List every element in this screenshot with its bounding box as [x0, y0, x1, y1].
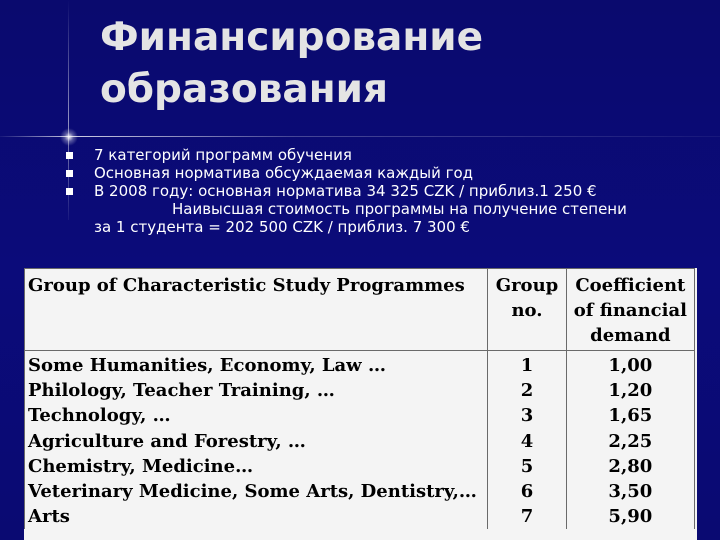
programme-name: Veterinary Medicine, Some Arts, Dentistry,… — [25, 479, 488, 504]
bullet-item — [62, 182, 702, 236]
group-number: 2 — [488, 378, 566, 403]
coefficient-value: 1,00 — [566, 351, 694, 379]
decorative-horizontal-line — [0, 136, 720, 137]
group-number: 4 — [488, 429, 566, 454]
group-number: 5 — [488, 454, 566, 479]
programmes-table-container — [24, 268, 697, 540]
group-number: 6 — [488, 479, 566, 504]
bullet-item — [62, 146, 702, 164]
bullet-text: В 2008 году: основная норматива 34 325 CZK / приблиз.1 250 € — [94, 182, 597, 200]
programme-name: Philology, Teacher Training, … — [25, 378, 488, 403]
slide-title — [100, 12, 483, 116]
slide-title-line-1: Финансирование — [100, 15, 484, 60]
coefficient-value: 1,20 — [566, 378, 694, 403]
bullet-text: Основная норматива обсуждаемая каждый год — [94, 164, 474, 182]
bullet-square-icon — [66, 188, 73, 195]
bullet-item — [62, 164, 702, 182]
table-header-row — [25, 269, 695, 351]
header-coefficient-line-1: Coefficient — [575, 275, 686, 296]
programme-name: Arts — [25, 504, 488, 529]
group-number: 3 — [488, 403, 566, 428]
bullet-text-continuation: за 1 студента = 202 500 CZK / приблиз. 7 300 € — [94, 218, 470, 236]
bullet-text: 7 категорий программ обучения — [94, 146, 352, 164]
slide-title-line-2: образования — [100, 67, 389, 112]
group-number: 1 — [488, 351, 566, 379]
group-number: 7 — [488, 504, 566, 529]
header-coefficient — [566, 269, 694, 351]
coefficient-value: 1,65 — [566, 403, 694, 428]
table-row — [25, 351, 695, 379]
bullet-square-icon — [66, 170, 73, 177]
programme-name: Agriculture and Forestry, … — [25, 429, 488, 454]
header-group-of-programmes: Group of Characteristic Study Programmes — [25, 269, 488, 351]
table-row — [25, 454, 695, 479]
coefficient-value: 5,90 — [566, 504, 694, 529]
programmes-table — [24, 268, 695, 529]
bullet-square-icon — [66, 152, 73, 159]
table-row — [25, 378, 695, 403]
header-group-no — [488, 269, 566, 351]
coefficient-value: 2,80 — [566, 454, 694, 479]
programme-name: Chemistry, Medicine… — [25, 454, 488, 479]
header-coefficient-line-3: demand — [590, 325, 671, 346]
header-coefficient-line-2: of financial — [573, 300, 687, 321]
table-row — [25, 504, 695, 529]
table-row — [25, 479, 695, 504]
coefficient-value: 3,50 — [566, 479, 694, 504]
table-row — [25, 429, 695, 454]
coefficient-value: 2,25 — [566, 429, 694, 454]
header-group-no-line-1: Group — [495, 275, 559, 296]
bullet-list — [62, 146, 702, 236]
bullet-text-continuation: Наивысшая стоимость программы на получение степени — [172, 200, 627, 218]
decorative-sparkle-icon — [60, 128, 78, 146]
header-group-no-line-2: no. — [511, 300, 543, 321]
programme-name: Technology, … — [25, 403, 488, 428]
programme-name: Some Humanities, Economy, Law … — [25, 351, 488, 379]
table-row — [25, 403, 695, 428]
